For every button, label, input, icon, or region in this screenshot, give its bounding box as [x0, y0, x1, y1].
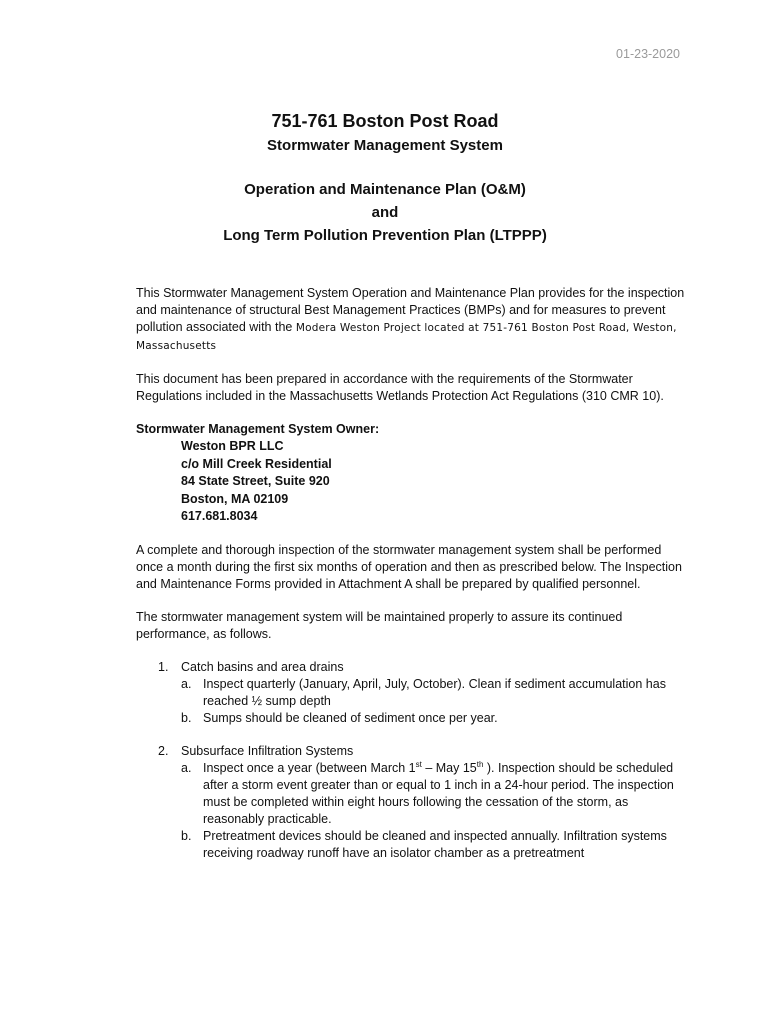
owner-care-of: c/o Mill Creek Residential: [181, 456, 332, 471]
owner-address-block: [136, 438, 686, 526]
sub-item-letter: b.: [181, 828, 192, 843]
list-item-number: 2.: [158, 743, 169, 758]
maintenance-paragraph: The stormwater management system will be maintained properly to assure its continued performance, as follows.: [136, 609, 623, 641]
sub-list-item: [181, 676, 686, 710]
intro-project-location: Modera Weston Project located at 751-761 Boston Post Road, Weston, Massachusetts: [136, 322, 677, 352]
intro-paragraph: [136, 285, 686, 355]
sub-item-text: Sumps should be cleaned of sediment once per year.: [203, 710, 498, 725]
list-item-title: Catch basins and area drains: [181, 659, 344, 674]
title-address: 751-761 Boston Post Road: [271, 111, 499, 131]
title-and: and: [371, 204, 399, 221]
sub-item-letter: b.: [181, 710, 192, 725]
sub-item-text: Pretreatment devices should be cleaned and inspected annually. Infiltration systems receiving roadway runoff have an isolator chamber as a pretreatment: [203, 828, 667, 860]
sub-item-letter: a.: [181, 676, 192, 691]
sub-list-item: [181, 828, 686, 862]
document-body: [136, 285, 686, 878]
document-date: 01-23-2020: [616, 47, 680, 61]
list-item: [136, 659, 686, 727]
title-block: [0, 110, 770, 247]
intro-text: This Stormwater Management System Operation and Maintenance Plan provides for the inspection and maintenance of structural Best Management Practices (BMPs) and for measures to prevent pollution associated with the: [136, 286, 685, 334]
ordinal-superscript: st: [415, 759, 422, 769]
owner-heading: Stormwater Management System Owner:: [136, 422, 380, 436]
sub-list-item: [181, 710, 686, 727]
owner-phone: 617.681.8034: [181, 509, 258, 523]
sub-item-letter: a.: [181, 760, 192, 775]
title-plan-om: Operation and Maintenance Plan (O&M): [244, 181, 526, 198]
sub-item-text-start: Inspect once a year (between March 1: [203, 760, 416, 775]
inspection-paragraph: A complete and thorough inspection of the stormwater management system shall be performed once a month during the first six months of operation and then as prescribed below. The Inspection and Maintenance Forms provided in Attachment A shall be prepared by qualified personnel.: [136, 542, 682, 591]
owner-street: 84 State Street, Suite 920: [181, 474, 330, 488]
owner-name: Weston BPR LLC: [181, 439, 284, 453]
title-system: Stormwater Management System: [267, 137, 503, 154]
ordinal-superscript: th: [476, 759, 484, 769]
sub-item-text-end: ). Inspection should be scheduled after a storm event greater than or equal to 1 inch in a 24-hour period. The inspection must be completed within eight hours following the cessation of the storm, as reasonably practicable.: [203, 760, 674, 826]
maintenance-list: [136, 659, 686, 862]
sub-list: [181, 676, 686, 727]
sub-item-text: Inspect quarterly (January, April, July, October). Clean if sediment accumulation has reached ½ sump depth: [203, 676, 666, 708]
list-item-title: Subsurface Infiltration Systems: [181, 743, 354, 758]
sub-list: [181, 760, 686, 862]
list-item: [136, 743, 686, 862]
list-item-number: 1.: [158, 659, 169, 674]
sub-item-text: [203, 761, 674, 826]
regulations-paragraph: This document has been prepared in accordance with the requirements of the Stormwater Regulations included in the Massachusetts Wetlands Protection Act Regulations (310 CMR 10).: [136, 372, 664, 403]
owner-city: Boston, MA 02109: [181, 491, 289, 506]
sub-list-item: [181, 760, 686, 828]
title-plan-ltppp: Long Term Pollution Prevention Plan (LTPPP): [223, 227, 547, 244]
sub-item-text-middle: – May 15: [421, 760, 477, 775]
